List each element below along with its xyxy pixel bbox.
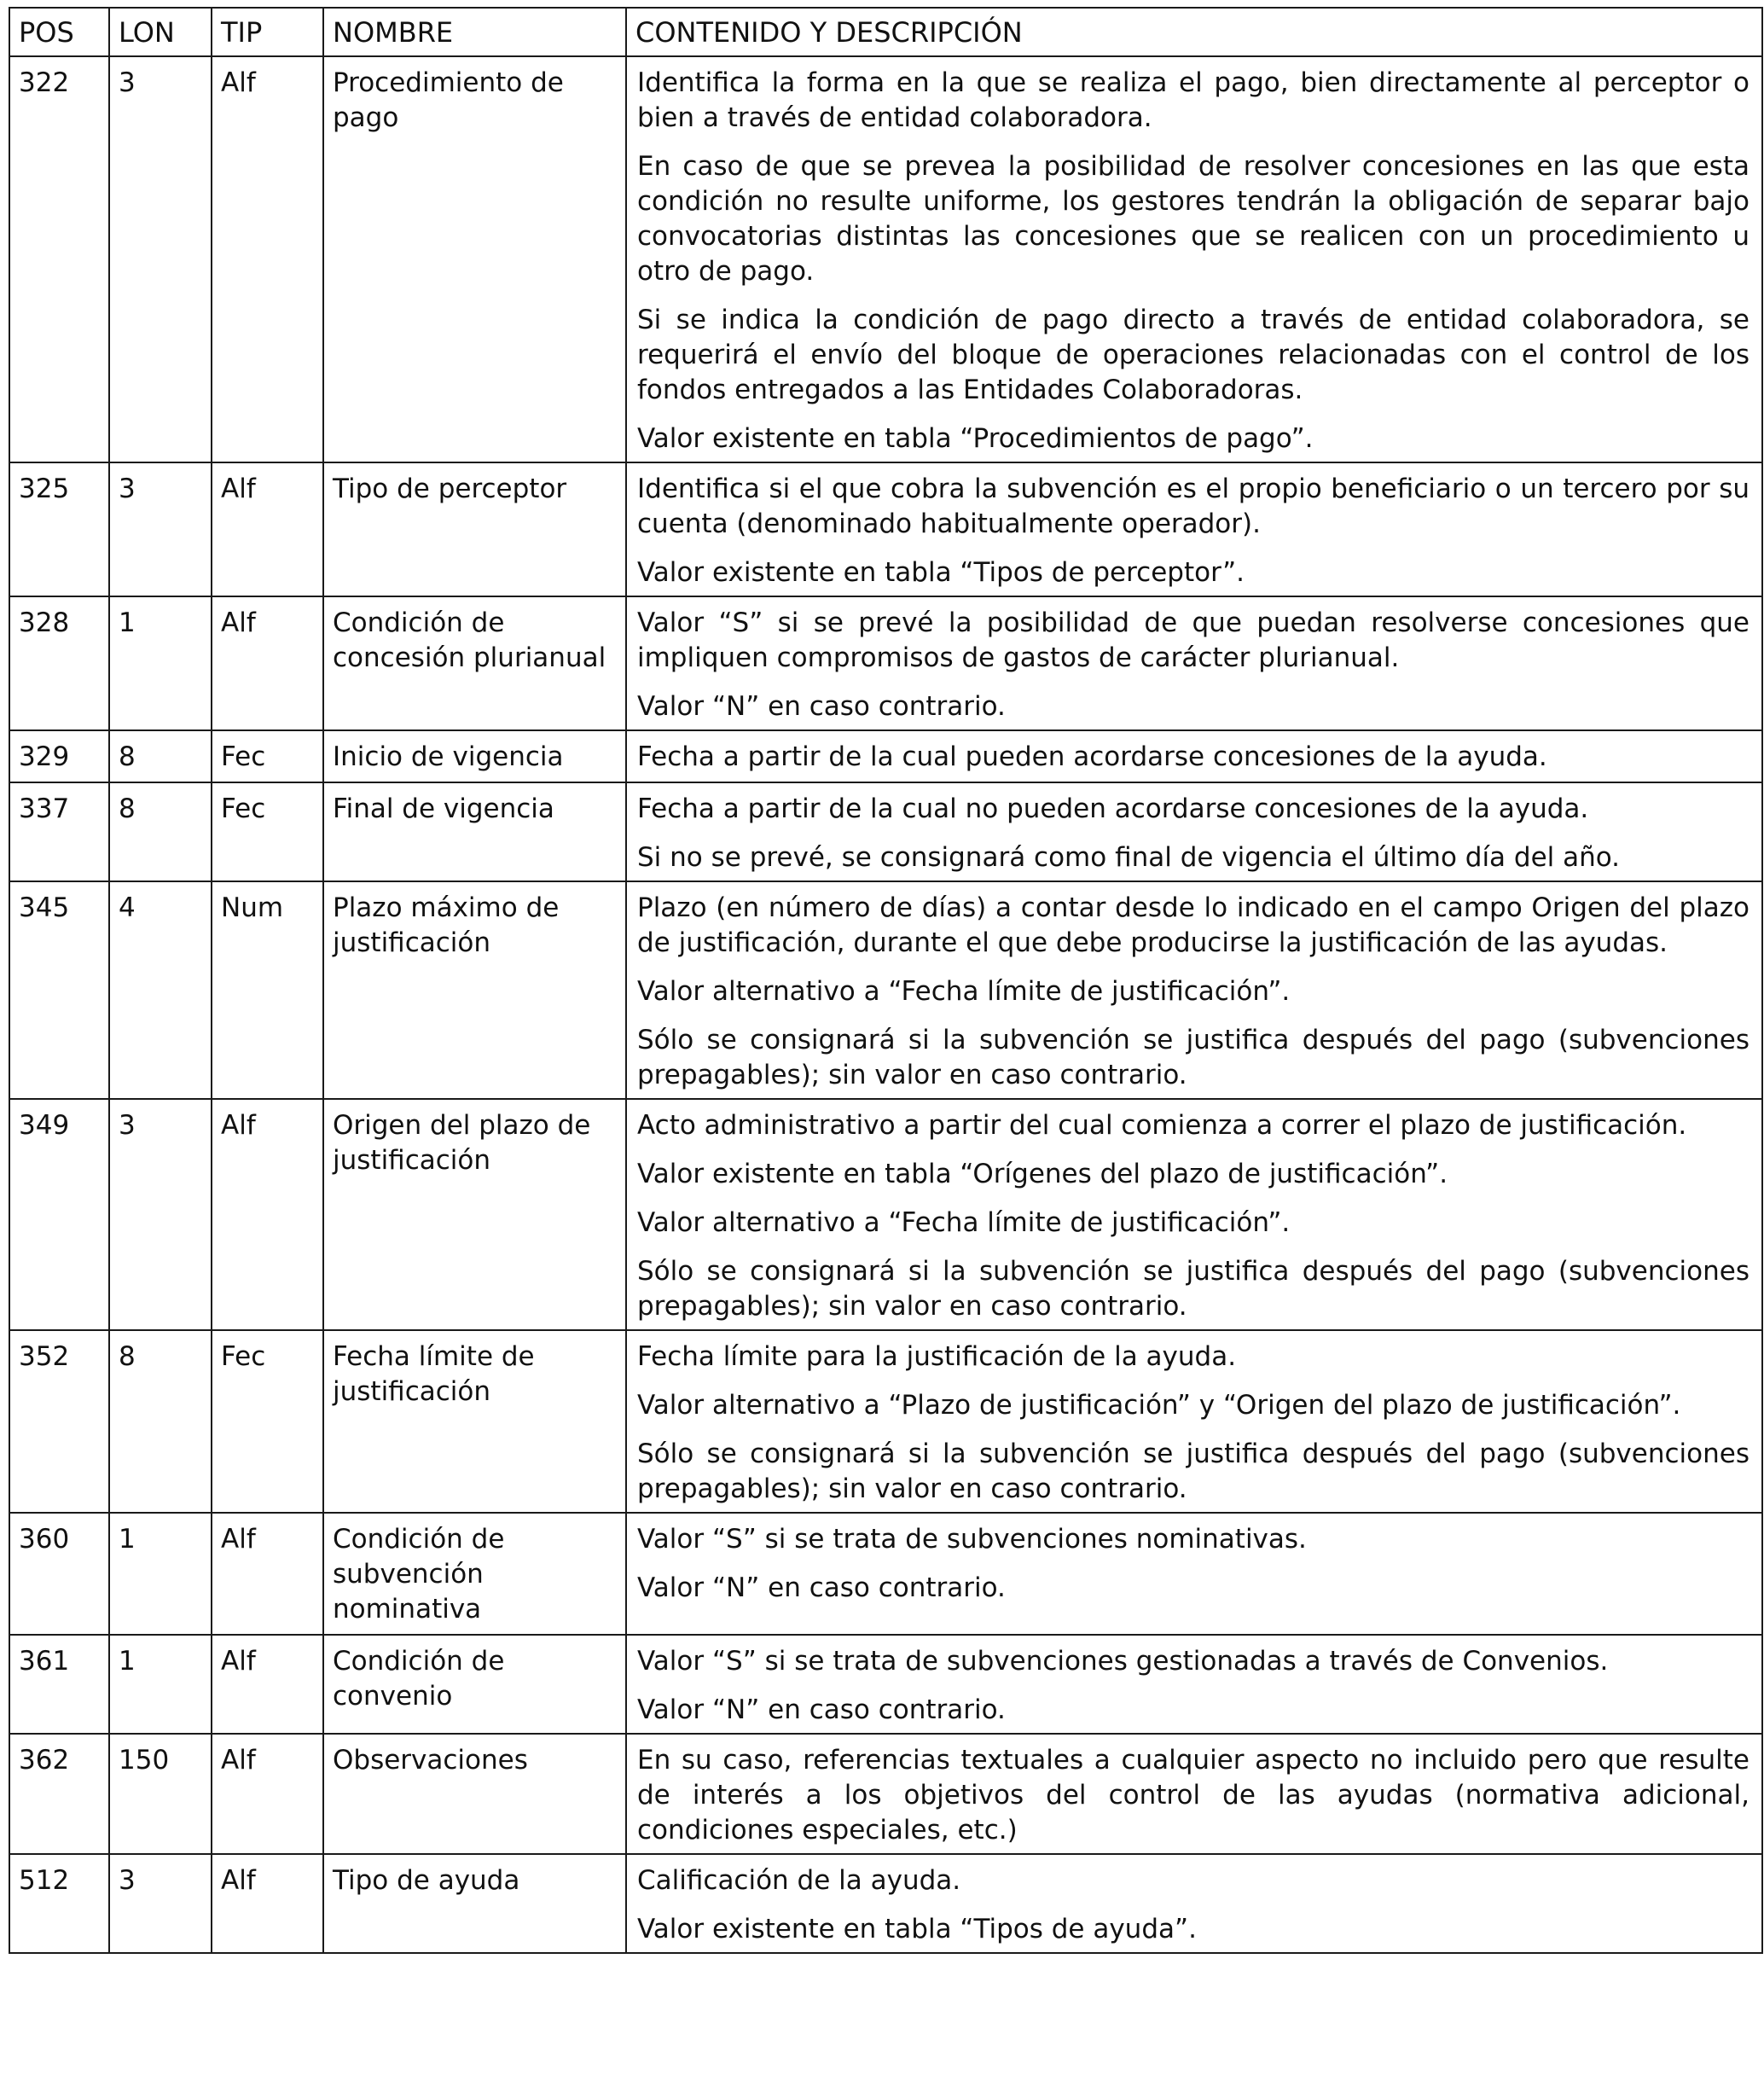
table-row (9, 881, 1762, 1099)
description-paragraph: En caso de que se prevea la posibilidad de resolver concesiones en las que esta condición no resulte uniforme, los gestores tendrán la obligación de separar bajo convocatorias distintas las concesiones que se realicen con un procedimiento u otro de pago. (637, 151, 1749, 287)
description-paragraph: Valor alternativo a “Plazo de justificación” y “Origen del plazo de justificación”. (637, 1390, 1681, 1421)
header-pos: POS (9, 8, 109, 56)
description-paragraph: Si se indica la condición de pago directo a través de entidad colaboradora, se requerirá el envío del bloque de operaciones relacionadas con el control de los fondos entregados a las Entidades Colaboradoras. (637, 305, 1749, 405)
cell-description (626, 462, 1762, 596)
cell-tip: Num (212, 881, 323, 1099)
description-paragraph: Valor “N” en caso contrario. (637, 1572, 1006, 1603)
description-paragraph: Fecha límite para la justificación de la ayuda. (637, 1341, 1237, 1372)
cell-tip: Fec (212, 730, 323, 782)
cell-pos: 360 (9, 1513, 109, 1635)
cell-description (626, 1734, 1762, 1854)
cell-nombre: Procedimiento de pago (323, 56, 626, 462)
cell-pos: 329 (9, 730, 109, 782)
cell-description (626, 596, 1762, 730)
description-paragraph: Valor “S” si se prevé la posibilidad de que puedan resolverse concesiones que impliquen compromisos de gastos de carácter plurianual. (637, 607, 1749, 673)
cell-tip: Alf (212, 1635, 323, 1734)
description-paragraph: Fecha a partir de la cual no pueden acordarse concesiones de la ayuda. (637, 793, 1589, 824)
cell-tip: Alf (212, 462, 323, 596)
description-paragraph: Identifica si el que cobra la subvención es el propio beneficiario o un tercero por su cuenta (denominado habitualmente operador). (637, 474, 1749, 539)
field-spec-table (9, 7, 1763, 1954)
description-paragraph: Identifica la forma en la que se realiza el pago, bien directamente al perceptor o bien a través de entidad colaboradora. (637, 67, 1749, 133)
cell-description (626, 1330, 1762, 1513)
cell-lon: 3 (109, 56, 212, 462)
cell-pos: 512 (9, 1854, 109, 1953)
cell-description (626, 1513, 1762, 1635)
cell-lon: 4 (109, 881, 212, 1099)
cell-tip: Alf (212, 1099, 323, 1330)
description-paragraph: Valor “S” si se trata de subvenciones gestionadas a través de Convenios. (637, 1646, 1609, 1677)
cell-lon: 3 (109, 462, 212, 596)
description-paragraph: Calificación de la ayuda. (637, 1865, 961, 1896)
cell-lon: 3 (109, 1099, 212, 1330)
cell-lon: 1 (109, 1513, 212, 1635)
cell-nombre: Observaciones (323, 1734, 626, 1854)
description-paragraph: Valor existente en tabla “Tipos de perceptor”. (637, 557, 1245, 588)
cell-nombre: Final de vigencia (323, 782, 626, 881)
description-paragraph: Sólo se consignará si la subvención se justifica después del pago (subvenciones prepagables); sin valor en caso contrario. (637, 1439, 1749, 1504)
cell-description (626, 1854, 1762, 1953)
cell-nombre: Tipo de perceptor (323, 462, 626, 596)
description-paragraph: Valor “N” en caso contrario. (637, 1694, 1006, 1725)
header-row (9, 8, 1762, 56)
description-paragraph: Si no se prevé, se consignará como final de vigencia el último día del año. (637, 842, 1621, 873)
cell-description (626, 1635, 1762, 1734)
cell-tip: Alf (212, 596, 323, 730)
description-paragraph: Valor alternativo a “Fecha límite de justificación”. (637, 1207, 1291, 1238)
cell-nombre: Tipo de ayuda (323, 1854, 626, 1953)
header-tip: TIP (212, 8, 323, 56)
table-row (9, 1099, 1762, 1330)
cell-tip: Alf (212, 1854, 323, 1953)
description-paragraph: Valor alternativo a “Fecha límite de justificación”. (637, 976, 1291, 1007)
table-body (9, 56, 1762, 1953)
cell-lon: 8 (109, 1330, 212, 1513)
cell-description (626, 730, 1762, 782)
document-page (9, 7, 1761, 1954)
cell-pos: 361 (9, 1635, 109, 1734)
cell-description (626, 881, 1762, 1099)
cell-lon: 8 (109, 730, 212, 782)
cell-pos: 362 (9, 1734, 109, 1854)
table-row (9, 596, 1762, 730)
cell-nombre: Fecha límite de justificación (323, 1330, 626, 1513)
cell-pos: 328 (9, 596, 109, 730)
table-row (9, 1635, 1762, 1734)
table-row (9, 462, 1762, 596)
description-paragraph: Fecha a partir de la cual pueden acordarse concesiones de la ayuda. (637, 741, 1547, 772)
cell-lon: 1 (109, 1635, 212, 1734)
header-nombre: NOMBRE (323, 8, 626, 56)
table-row (9, 1854, 1762, 1953)
cell-nombre: Plazo máximo de justificación (323, 881, 626, 1099)
description-paragraph: Valor existente en tabla “Tipos de ayuda”. (637, 1914, 1197, 1944)
cell-nombre: Origen del plazo de justificación (323, 1099, 626, 1330)
header-contenido: CONTENIDO Y DESCRIPCIÓN (626, 8, 1762, 56)
cell-tip: Fec (212, 782, 323, 881)
cell-nombre: Condición de concesión plurianual (323, 596, 626, 730)
description-paragraph: Valor existente en tabla “Procedimientos de pago”. (637, 423, 1314, 454)
description-paragraph: Valor existente en tabla “Orígenes del plazo de justificación”. (637, 1159, 1448, 1189)
cell-pos: 325 (9, 462, 109, 596)
description-paragraph: Sólo se consignará si la subvención se justifica después del pago (subvenciones prepagables); sin valor en caso contrario. (637, 1025, 1749, 1090)
cell-nombre: Condición de convenio (323, 1635, 626, 1734)
table-row (9, 1513, 1762, 1635)
table-row (9, 730, 1762, 782)
cell-pos: 352 (9, 1330, 109, 1513)
cell-nombre: Condición de subvención nominativa (323, 1513, 626, 1635)
cell-description (626, 1099, 1762, 1330)
cell-pos: 337 (9, 782, 109, 881)
cell-lon: 3 (109, 1854, 212, 1953)
cell-nombre: Inicio de vigencia (323, 730, 626, 782)
cell-pos: 322 (9, 56, 109, 462)
cell-tip: Alf (212, 1734, 323, 1854)
description-paragraph: Sólo se consignará si la subvención se justifica después del pago (subvenciones prepagables); sin valor en caso contrario. (637, 1256, 1749, 1322)
header-lon: LON (109, 8, 212, 56)
description-paragraph: Acto administrativo a partir del cual comienza a correr el plazo de justificación. (637, 1110, 1687, 1141)
table-row (9, 782, 1762, 881)
table-row (9, 1734, 1762, 1854)
cell-tip: Alf (212, 1513, 323, 1635)
cell-pos: 349 (9, 1099, 109, 1330)
table-row (9, 56, 1762, 462)
cell-tip: Fec (212, 1330, 323, 1513)
description-paragraph: Plazo (en número de días) a contar desde lo indicado en el campo Origen del plazo de justificación, durante el que debe producirse la justificación de las ayudas. (637, 892, 1749, 958)
description-paragraph: Valor “S” si se trata de subvenciones nominativas. (637, 1524, 1307, 1555)
description-paragraph: Valor “N” en caso contrario. (637, 691, 1006, 722)
cell-description (626, 56, 1762, 462)
cell-lon: 8 (109, 782, 212, 881)
cell-tip: Alf (212, 56, 323, 462)
cell-pos: 345 (9, 881, 109, 1099)
cell-lon: 1 (109, 596, 212, 730)
table-row (9, 1330, 1762, 1513)
cell-description (626, 782, 1762, 881)
description-paragraph: En su caso, referencias textuales a cualquier aspecto no incluido pero que resulte de interés a los objetivos del control de las ayudas (normativa adicional, condiciones especiales, etc.) (637, 1745, 1749, 1845)
cell-lon: 150 (109, 1734, 212, 1854)
